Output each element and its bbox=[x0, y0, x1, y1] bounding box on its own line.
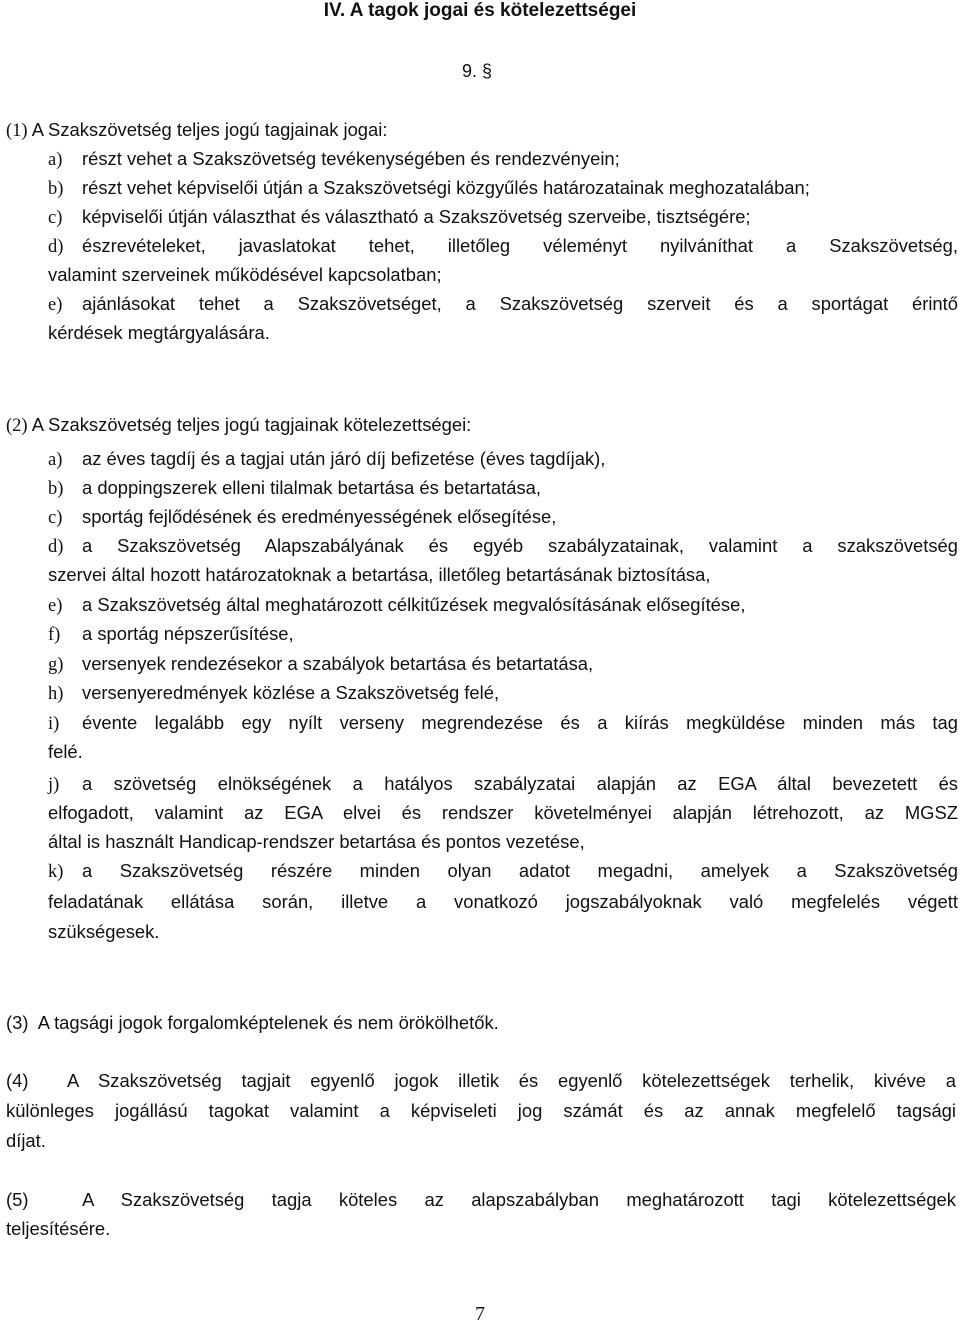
item-label: b) bbox=[48, 479, 64, 499]
item-label: f) bbox=[48, 625, 61, 645]
item-label: c) bbox=[48, 208, 63, 228]
p4-text: A Szakszövetség tagjait egyenlő jogok illetik és egyenlő kötelezettségek terhelik, kivéve a bbox=[66, 1070, 956, 1091]
p4-label: (4) bbox=[6, 1070, 29, 1091]
item-text: a Szakszövetség által meghatározott célkitűzések megvalósításának elősegítése, bbox=[82, 594, 746, 615]
item-label: a) bbox=[48, 150, 63, 170]
item-text: a Szakszövetség Alapszabályának és egyéb szabályzatainak, valamint a szakszövetség bbox=[82, 535, 958, 556]
item-label: d) bbox=[48, 537, 64, 557]
p5-line2: teljesítésére. bbox=[6, 1218, 111, 1239]
p1-label: (1) bbox=[6, 121, 28, 141]
item-label: c) bbox=[48, 508, 63, 528]
item-text: képviselői útján választhat és választható a Szakszövetség szerveibe, tisztségére; bbox=[82, 206, 751, 227]
item-text: részt vehet a Szakszövetség tevékenységében és rendezvényein; bbox=[82, 148, 620, 169]
p2-item-j-line2: elfogadott, valamint az EGA elvei és rendszer követelményei alapján létrehozott, az MGSZ bbox=[48, 802, 958, 823]
item-label: j) bbox=[48, 775, 60, 795]
p2-item-j-line1 bbox=[48, 771, 958, 798]
item-text: az éves tagdíj és a tagjai után járó díj befizetése (éves tagdíjak), bbox=[82, 448, 606, 469]
p2-item-i-line1 bbox=[48, 710, 958, 737]
item-label: e) bbox=[48, 596, 63, 616]
item-label: k) bbox=[48, 862, 64, 882]
p1-item-c bbox=[48, 204, 958, 231]
item-text: észrevételeket, javaslatokat tehet, illetőleg véleményt nyilváníthat a Szakszövetség, bbox=[82, 235, 958, 256]
p2-item-k-line3: szükségesek. bbox=[48, 921, 160, 942]
item-text: évente legalább egy nyílt verseny megrendezése és a kiírás megküldése minden más tag bbox=[82, 712, 958, 733]
p3-line1 bbox=[6, 1010, 956, 1036]
p2-item-d-line2: szervei által hozott határozatoknak a betartása, illetőleg betartásának biztosítása, bbox=[48, 564, 711, 585]
item-text: a szövetség elnökségének a hatályos szabályzatai alapján az EGA által bevezetett és bbox=[82, 773, 958, 794]
item-text: a Szakszövetség részére minden olyan adatot megadni, amelyek a Szakszövetség bbox=[82, 860, 958, 881]
section-number: 9. § bbox=[462, 61, 493, 81]
item-text: a sportág népszerűsítése, bbox=[82, 623, 294, 644]
item-text: sportág fejlődésének és eredményességének elősegítése, bbox=[82, 506, 557, 527]
p2-item-f bbox=[48, 621, 958, 648]
item-label: h) bbox=[48, 684, 64, 704]
chapter-title: IV. A tagok jogai és kötelezettségei bbox=[323, 0, 637, 21]
item-label: b) bbox=[48, 179, 64, 199]
p1-item-e-line2: kérdések megtárgyalására. bbox=[48, 322, 270, 343]
item-label: g) bbox=[48, 655, 64, 675]
p2-item-i-line2: felé. bbox=[48, 741, 83, 762]
p1-item-d-line2: valamint szerveinek működésével kapcsolatban; bbox=[48, 264, 442, 285]
p1-item-a bbox=[48, 146, 958, 173]
item-text: ajánlásokat tehet a Szakszövetséget, a Szakszövetség szerveit és a sportágat érintő bbox=[82, 293, 958, 314]
p2-item-k-line2: feladatának ellátása során, illetve a vonatkozó jogszabályoknak való megfelelés végett bbox=[48, 891, 958, 912]
item-label: i) bbox=[48, 714, 60, 734]
p4-line3: díjat. bbox=[6, 1130, 46, 1151]
p2-item-a bbox=[48, 446, 958, 473]
p5-label: (5) bbox=[6, 1189, 29, 1210]
page-number: 7 bbox=[475, 1303, 485, 1325]
p3-label: (3) bbox=[6, 1012, 29, 1033]
p2-item-e bbox=[48, 592, 958, 619]
p2-item-d-line1 bbox=[48, 533, 958, 560]
p3-text: A tagsági jogok forgalomképtelenek és nem örökölhetők. bbox=[37, 1012, 499, 1033]
item-text: versenyeredmények közlése a Szakszövetség felé, bbox=[82, 682, 500, 703]
p2-item-b bbox=[48, 475, 958, 502]
p2-item-k-line1 bbox=[48, 858, 958, 885]
p4-line1 bbox=[6, 1068, 956, 1094]
p2-item-c bbox=[48, 504, 958, 531]
item-label: d) bbox=[48, 237, 64, 257]
p2-heading-line bbox=[6, 412, 956, 439]
item-label: e) bbox=[48, 295, 63, 315]
p2-label: (2) bbox=[6, 416, 28, 436]
p5-text: A Szakszövetség tagja köteles az alapszabályban meghatározott tagi kötelezettségek bbox=[82, 1189, 956, 1210]
p2-item-j-line3: által is használt Handicap-rendszer betartása és pontos vezetése, bbox=[48, 831, 585, 852]
p2-item-h bbox=[48, 680, 958, 707]
p2-item-g bbox=[48, 651, 958, 678]
item-text: versenyek rendezésekor a szabályok betartása és betartatása, bbox=[82, 653, 594, 674]
p4-line2: különleges jogállású tagokat valamint a képviseleti jog számát és az annak megfelelő tagsági bbox=[6, 1100, 956, 1121]
p1-item-d-line1 bbox=[48, 233, 958, 260]
p2-heading: A Szakszövetség teljes jogú tagjainak kötelezettségei: bbox=[31, 414, 472, 435]
item-text: a doppingszerek elleni tilalmak betartása és betartatása, bbox=[82, 477, 542, 498]
item-label: a) bbox=[48, 450, 63, 470]
p1-heading: A Szakszövetség teljes jogú tagjainak jogai: bbox=[31, 119, 388, 140]
p5-line1 bbox=[6, 1187, 956, 1213]
p1-item-e-line1 bbox=[48, 291, 958, 318]
p1-item-b bbox=[48, 175, 958, 202]
p1-heading-line bbox=[6, 117, 956, 144]
item-text: részt vehet képviselői útján a Szakszövetségi közgyűlés határozatainak meghozatalában; bbox=[82, 177, 810, 198]
